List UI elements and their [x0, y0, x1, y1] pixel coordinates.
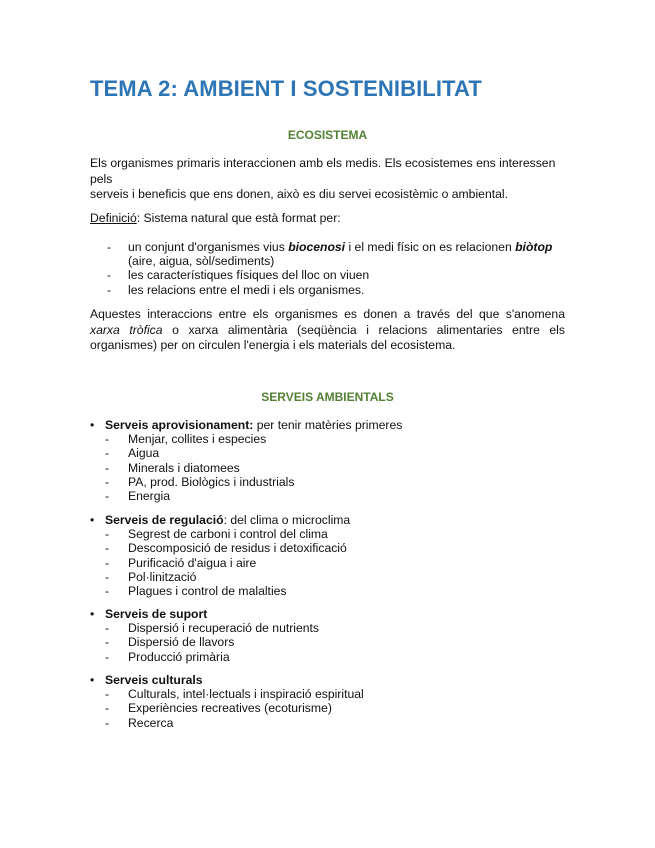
service-group — [90, 673, 565, 730]
service-group-heading — [90, 513, 565, 527]
list-item-text: Recerca — [128, 715, 174, 730]
dash-marker: - — [105, 569, 110, 584]
list-item — [90, 621, 565, 635]
list-item-text: Menjar, collites i especies — [128, 432, 267, 447]
xarxa-trofica-paragraph — [90, 307, 565, 354]
paragraph-text: Aquestes interaccions entre els organismes es donen a través del que s'anomena — [90, 307, 565, 321]
dash-marker: - — [105, 635, 110, 650]
dash-marker: - — [105, 489, 110, 504]
list-item — [90, 635, 565, 649]
service-group-title: Serveis de suport — [105, 607, 208, 621]
dash-marker: - — [105, 474, 110, 489]
service-items-list — [90, 527, 565, 598]
page-title: TEMA 2: AMBIENT I SOSTENIBILITAT — [90, 76, 482, 101]
dash-marker: - — [105, 649, 110, 664]
list-item-text: Energia — [128, 489, 171, 504]
list-item — [90, 432, 565, 446]
list-item-text: (aire, aigua, sòl/sediments) — [128, 254, 275, 269]
list-item-text: un conjunt d'organismes vius — [128, 240, 289, 254]
list-item — [90, 527, 565, 541]
list-item-text: les característiques físiques del lloc on viuen — [128, 268, 370, 283]
service-group-heading — [90, 673, 565, 687]
service-group-description: : del clima o microclima — [223, 513, 351, 527]
service-items-list — [90, 687, 565, 730]
intro-line-2: serveis i beneficis que ens donen, això es diu servei ecosistèmic o ambiental. — [90, 187, 508, 201]
dash-marker: - — [105, 432, 110, 447]
list-item-text: Culturals, intel·lectuals i inspiració espiritual — [128, 687, 364, 702]
list-item-text: Pol·linització — [128, 569, 197, 584]
term-xarxa-trofica: xarxa tròfica — [90, 322, 163, 337]
service-group — [90, 513, 565, 598]
list-item-text: Producció primària — [128, 649, 230, 664]
dash-marker: - — [105, 555, 110, 570]
definition-list — [90, 240, 565, 297]
list-item — [90, 556, 565, 570]
definition-label: Definició — [90, 211, 137, 225]
dash-marker: - — [105, 541, 110, 556]
list-item-text: Aigua — [128, 446, 160, 461]
list-item-text: Segrest de carboni i control del clima — [128, 527, 328, 542]
list-item-text: Dispersió de llavors — [128, 635, 235, 650]
definition-text: : Sistema natural que està format per: — [136, 211, 341, 225]
section-heading-ecosistema: ECOSISTEMA — [287, 128, 368, 142]
list-item — [90, 650, 565, 664]
intro-line-1: Els organismes primaris interaccionen amb els medis. Els ecosistemes ens interessen pels — [90, 156, 556, 186]
dash-marker: - — [107, 282, 112, 297]
list-item — [90, 240, 565, 268]
list-item-text: PA, prod. Biològics i industrials — [128, 474, 295, 489]
dash-marker: - — [105, 621, 110, 636]
dash-marker: - — [105, 460, 110, 475]
service-group-title: Serveis aprovisionament: — [105, 418, 254, 432]
list-item-text: les relacions entre el medi i els organismes. — [128, 282, 365, 297]
dash-marker: - — [105, 687, 110, 702]
bullet-marker: • — [90, 418, 95, 432]
list-item — [90, 489, 565, 503]
service-group-description: per tenir matèries primeres — [253, 418, 403, 432]
list-item-text: Dispersió i recuperació de nutrients — [128, 621, 320, 636]
list-item — [90, 570, 565, 584]
list-item — [90, 716, 565, 730]
list-item — [90, 475, 565, 489]
dash-marker: - — [105, 584, 110, 599]
list-item-text: Experiències recreatives (ecoturisme) — [128, 701, 332, 716]
intro-paragraph — [90, 156, 565, 203]
service-group-heading — [90, 418, 565, 432]
service-items-list — [90, 432, 565, 503]
bullet-marker: • — [90, 513, 95, 527]
dash-marker: - — [105, 701, 110, 716]
dash-marker: - — [107, 268, 112, 283]
list-item — [90, 283, 565, 297]
service-group-title: Serveis de regulació — [105, 513, 224, 527]
list-item — [90, 584, 565, 598]
term-biocenosi: biocenosi — [288, 240, 346, 254]
dash-marker: - — [105, 446, 110, 461]
term-biotop: biòtop — [515, 240, 553, 254]
service-group-title: Serveis culturals — [105, 673, 203, 687]
bullet-marker: • — [90, 673, 95, 687]
list-item — [90, 541, 565, 555]
list-item-text: Descomposició de residus i detoxificació — [128, 541, 347, 556]
definition-paragraph — [90, 211, 565, 227]
section-heading-serveis-ambientals: SERVEIS AMBIENTALS — [261, 390, 394, 404]
service-group — [90, 418, 565, 503]
service-group — [90, 607, 565, 664]
list-item-text: Plagues i control de malalties — [128, 584, 287, 599]
list-item — [90, 446, 565, 460]
dash-marker: - — [105, 715, 110, 730]
list-item-text: Purificació d'aigua i aire — [128, 555, 257, 570]
paragraph-text: o xarxa alimentària (seqüència i relacions alimentaries entre els organismes) per on circulen l'energia i els materials del ecosistema. — [90, 322, 565, 352]
service-items-list — [90, 621, 565, 664]
list-item — [90, 701, 565, 715]
list-item — [90, 461, 565, 475]
dash-marker: - — [107, 240, 112, 254]
list-item — [90, 687, 565, 701]
list-item-text: i el medi físic on es relacionen — [345, 240, 516, 254]
bullet-marker: • — [90, 607, 95, 621]
service-group-heading — [90, 607, 565, 621]
dash-marker: - — [105, 527, 110, 542]
list-item-text: Minerals i diatomees — [128, 460, 240, 475]
list-item — [90, 268, 565, 282]
